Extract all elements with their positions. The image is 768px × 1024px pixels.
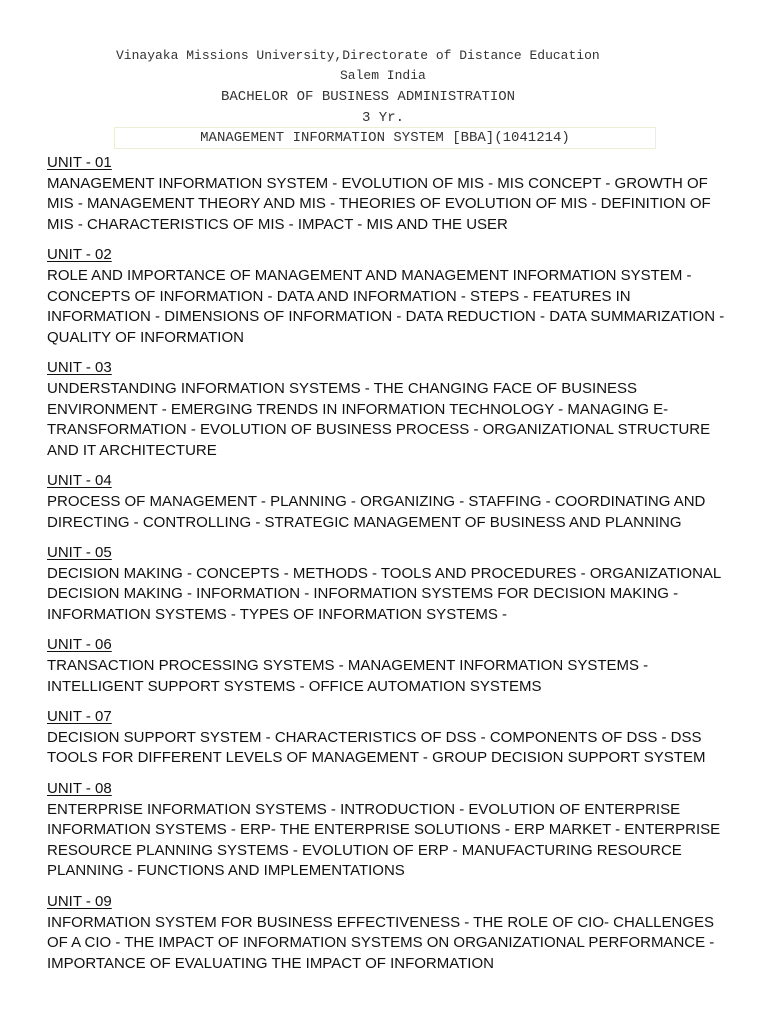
unit-topics: UNDERSTANDING INFORMATION SYSTEMS - THE CHANGING FACE OF BUSINESS ENVIRONMENT - EMERGING TRENDS IN INFORMATION TECHNOLOGY - MANAGING E-TRANSFORMATION - EVOLUTION OF BUSINESS PROCESS - ORGANIZATIONAL STRUCTURE AND IT ARCHITECTURE: [47, 379, 711, 459]
unit-topics: MANAGEMENT INFORMATION SYSTEM - EVOLUTION OF MIS - MIS CONCEPT - GROWTH OF MIS - MANAGEMENT THEORY AND MIS - THEORIES OF EVOLUTION OF MIS - DEFINITION OF MIS - CHARACTERISTICS OF MIS - IMPACT - MIS AND THE USER: [47, 174, 711, 233]
unit-topics: ENTERPRISE INFORMATION SYSTEMS - INTRODUCTION - EVOLUTION OF ENTERPRISE INFORMATION SYSTEMS - ERP- THE ENTERPRISE SOLUTIONS - ERP MARKET - ENTERPRISE RESOURCE PLANNING SYSTEMS - EVOLUTION OF ERP - MANUFACTURING RESOURCE PLANNING - FUNCTIONS AND IMPLEMENTATIONS: [47, 800, 721, 880]
degree-duration: 3 Yr.: [362, 110, 405, 126]
unit-05: [47, 543, 737, 625]
unit-heading: UNIT - 06: [47, 636, 112, 654]
unit-topics: TRANSACTION PROCESSING SYSTEMS - MANAGEMENT INFORMATION SYSTEMS - INTELLIGENT SUPPORT SYSTEMS - OFFICE AUTOMATION SYSTEMS: [47, 657, 649, 695]
unit-heading: UNIT - 09: [47, 893, 112, 910]
unit-heading: UNIT - 02: [47, 246, 112, 264]
university-location: Salem India: [340, 68, 426, 83]
unit-topics: PROCESS OF MANAGEMENT - PLANNING - ORGANIZING - STAFFING - COORDINATING AND DIRECTING - CONTROLLING - STRATEGIC MANAGEMENT OF BUSINESS AND PLANNING: [47, 492, 706, 531]
unit-heading: UNIT - 01: [47, 154, 112, 171]
unit-02: [47, 245, 737, 348]
unit-07: [47, 707, 737, 769]
unit-topics: INFORMATION SYSTEM FOR BUSINESS EFFECTIVENESS - THE ROLE OF CIO- CHALLENGES OF A CIO - THE IMPACT OF INFORMATION SYSTEMS ON ORGANIZATIONAL PERFORMANCE - IMPORTANCE OF EVALUATING THE IMPACT OF INFORMATION: [47, 913, 715, 972]
unit-heading: UNIT - 05: [47, 544, 112, 562]
university-name: Vinayaka Missions University,Directorate of Distance Education: [116, 48, 600, 63]
unit-09: [47, 892, 737, 974]
unit-04: [47, 471, 737, 533]
unit-topics: DECISION MAKING - CONCEPTS - METHODS - TOOLS AND PROCEDURES - ORGANIZATIONAL DECISION MAKING - INFORMATION - INFORMATION SYSTEMS FOR DECISION MAKING - INFORMATION SYSTEMS - TYPES OF INFORMATION SYSTEMS -: [47, 564, 721, 623]
unit-heading: UNIT - 08: [47, 780, 112, 798]
unit-topics: DECISION SUPPORT SYSTEM - CHARACTERISTICS OF DSS - COMPONENTS OF DSS - DSS TOOLS FOR DIFFERENT LEVELS OF MANAGEMENT - GROUP DECISION SUPPORT SYSTEM: [47, 728, 706, 767]
unit-topics: ROLE AND IMPORTANCE OF MANAGEMENT AND MANAGEMENT INFORMATION SYSTEM - CONCEPTS OF INFORMATION - DATA AND INFORMATION - STEPS - FEATURES IN INFORMATION - DIMENSIONS OF INFORMATION - DATA REDUCTION - DATA SUMMARIZATION - QUALITY OF INFORMATION: [47, 266, 725, 346]
degree-title: BACHELOR OF BUSINESS ADMINISTRATION: [221, 89, 516, 105]
unit-heading: UNIT - 07: [47, 708, 112, 726]
course-title: MANAGEMENT INFORMATION SYSTEM [BBA](1041214): [114, 127, 656, 149]
unit-06: [47, 635, 737, 697]
unit-03: [47, 358, 737, 461]
unit-heading: UNIT - 04: [47, 472, 112, 490]
unit-01: [47, 153, 737, 235]
unit-heading: UNIT - 03: [47, 359, 112, 377]
unit-08: [47, 779, 737, 882]
syllabus-units: [47, 153, 737, 984]
